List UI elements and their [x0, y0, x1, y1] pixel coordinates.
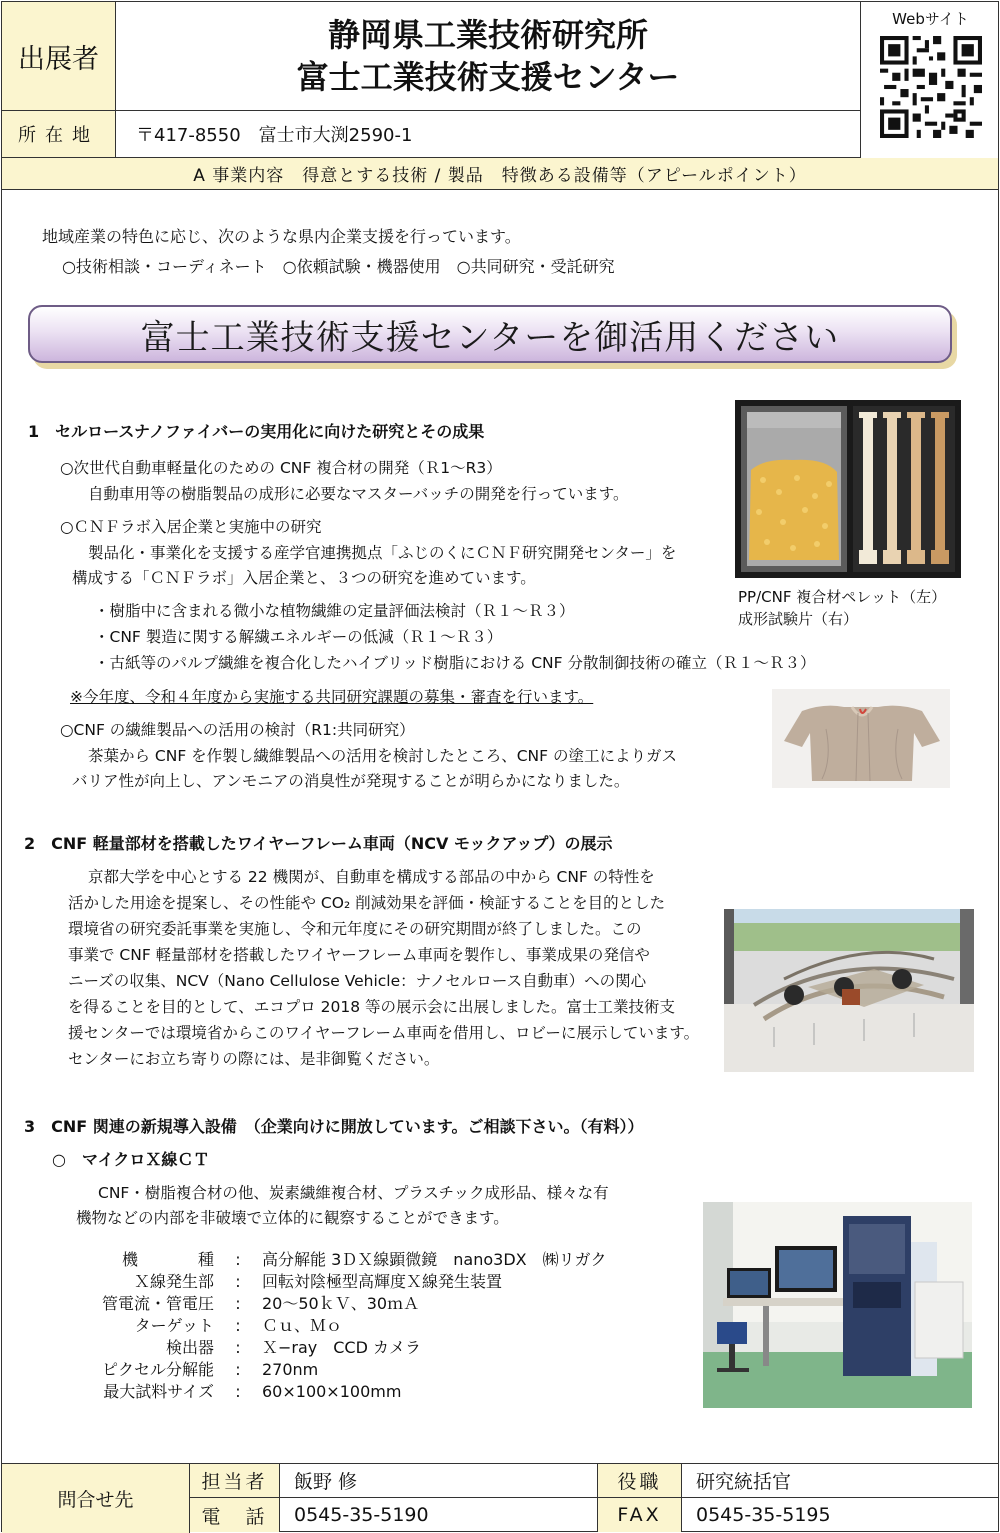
intro-line: 地域産業の特色に応じ、次のような県内企業支援を行っています。: [42, 227, 521, 246]
person-label: 担当者: [190, 1464, 280, 1498]
promo-banner: 富士工業技術支援センターを御活用ください: [28, 305, 952, 363]
spec-colon: :: [235, 1294, 241, 1313]
s1-item3-body2: バリア性が向上し、アンモニアの消臭性が発現することが明らかになりました。: [72, 772, 630, 790]
position-value: 研究統括官: [682, 1464, 998, 1498]
s1-note: ※今年度、令和４年度から実施する共同研究課題の募集・審査を行います。: [70, 688, 594, 706]
spec-key: 機種: [122, 1250, 214, 1269]
website-label: Webサイト: [892, 10, 969, 28]
s1-item3-body1: 茶葉から CNF を作製し繊維製品への活用を検討したところ、CNF の塗工によりガス: [88, 747, 677, 765]
spec-colon: :: [235, 1382, 241, 1401]
wireframe-vehicle-photo: [724, 909, 974, 1072]
contact-label: 問合せ先: [2, 1464, 190, 1533]
fax-label: FAX: [598, 1498, 682, 1532]
tel-label: 電 話: [190, 1498, 280, 1532]
section-a-heading: A 事業内容 得意とする技術 / 製品 特徴ある設備等（アピールポイント）: [2, 158, 998, 190]
spec-value: 20～50ｋＶ、30ｍＡ: [262, 1294, 420, 1313]
spec-key: Ｘ線発生部: [133, 1272, 214, 1291]
s1-item2-body1: 製品化・事業化を支援する産学官連携拠点「ふじのくにＣＮＦ研究開発センター」を: [88, 544, 677, 562]
organization-title: [116, 2, 860, 111]
qr-code-icon[interactable]: [880, 36, 982, 138]
section2-heading: 2 CNF 軽量部材を搭載したワイヤーフレーム車両（NCV モックアップ）の展示: [24, 834, 613, 853]
s2-line: ニーズの収集、NCV（Nano Cellulose Vehicle：ナノセルロース自動車）への関心: [68, 972, 647, 990]
spec-colon: :: [235, 1272, 241, 1291]
spec-value: 270nm: [262, 1360, 319, 1379]
spec-key: 検出器: [165, 1338, 214, 1357]
org-name-line1: 静岡県工業技術研究所: [327, 16, 648, 54]
person-value: 飯野 修: [280, 1464, 598, 1498]
s2-line: を得ることを目的として、エコプロ 2018 等の展示会に出展しました。富士工業技術支: [68, 998, 675, 1016]
spec-row: [82, 1359, 606, 1381]
spec-colon: :: [235, 1360, 241, 1379]
spec-value: 回転対陰極型高輝度Ｘ線発生装置: [262, 1272, 503, 1291]
tel-value[interactable]: 0545-35-5190: [280, 1498, 598, 1532]
intro-services: ○技術相談・コーディネート ○依頼試験・機器使用 ○共同研究・受託研究: [62, 257, 615, 276]
s1-bullet2: ・CNF 製造に関する解繊エネルギーの低減（Ｒ１～Ｒ３）: [94, 628, 503, 646]
s1-item1-title: ○次世代自動車軽量化のための CNF 複合材の開発（Ｒ1～R3）: [60, 459, 502, 477]
exhibitor-sheet: [1, 1, 999, 1532]
s1-item1-body: 自動車用等の樹脂製品の成形に必要なマスターバッチの開発を行っています。: [88, 485, 629, 503]
s2-line: 環境省の研究委託事業を実施し、令和元年度にその研究期間が終了しました。この: [68, 920, 642, 938]
s2-line: 援センターでは環境省からこのワイヤーフレーム車両を借用し、ロビーに展示しています。: [68, 1024, 700, 1042]
s2-line: 京都大学を中心とする 22 機関が、自動車を構成する部品の中から CNF の特性を: [88, 868, 655, 886]
pellet-specimen-photo: [735, 400, 961, 578]
spec-row: [82, 1381, 606, 1403]
section1-heading: 1 セルロースナノファイバーの実用化に向けた研究とその成果: [28, 422, 485, 441]
spec-key: ピクセル分解能: [101, 1360, 214, 1379]
intro-block: [42, 222, 615, 282]
xray-ct-spec-table: [82, 1249, 606, 1403]
s3-body1: CNF・樹脂複合材の他、炭素繊維複合材、プラスチック成形品、様々な有: [98, 1184, 609, 1202]
spec-row: [82, 1293, 606, 1315]
s1-item2-title: ○ＣＮＦラボ入居企業と実施中の研究: [60, 518, 322, 536]
spec-row: [82, 1315, 606, 1337]
website-block: [860, 2, 1000, 158]
s2-line: 事業で CNF 軽量部材を搭載したワイヤーフレーム車両を製作し、事業成果の発信や: [68, 946, 650, 964]
s1-item2-body2: 構成する「ＣＮＦラボ」入居企業と、３つの研究を進めています。: [72, 569, 536, 587]
org-name-line2: 富士工業技術支援センター: [296, 58, 680, 96]
section3-heading: 3 CNF 関連の新規導入設備 （企業向けに開放しています。ご相談下さい。（有料））: [24, 1117, 644, 1136]
xray-ct-equipment-photo: [703, 1202, 972, 1408]
address-label: 所在地: [2, 111, 116, 158]
spec-row: [82, 1249, 606, 1271]
spec-row: [82, 1271, 606, 1293]
spec-key: 管電流・管電圧: [101, 1294, 214, 1313]
spec-row: [82, 1337, 606, 1359]
address-value: 〒417-8550 富士市大渕2590-1: [116, 111, 860, 158]
spec-colon: :: [235, 1316, 241, 1335]
spec-value: 高分解能 3ＤＸ線顕微鏡 nano3DX ㈱リガク: [262, 1250, 607, 1269]
s3-subheading: ○ マイクロＸ線ＣＴ: [52, 1150, 210, 1169]
s1-bullet3: ・古紙等のパルプ繊維を複合化したハイブリッド樹脂における CNF 分散制御技術の確立（Ｒ１～Ｒ３）: [94, 654, 816, 672]
position-label: 役職: [598, 1464, 682, 1498]
s2-line: センターにお立ち寄りの際には、是非御覧ください。: [68, 1050, 440, 1068]
s1-bullet1: ・樹脂中に含まれる微小な植物繊維の定量評価法検討（Ｒ１～Ｒ３）: [94, 602, 575, 620]
photo1-caption-left: PP/CNF 複合材ペレット（左）: [738, 588, 947, 606]
spec-value: Ｘ−ray CCD カメラ: [262, 1338, 422, 1357]
s3-body2: 機物などの内部を非破壊で立体的に観察することができます。: [76, 1209, 509, 1227]
spec-key: 最大試料サイズ: [103, 1382, 214, 1401]
photo1-caption-right: 成形試験片（右）: [738, 610, 859, 628]
exhibitor-label: 出展者: [2, 2, 116, 111]
s1-item3-title: ○CNF の繊維製品への活用の検討（R1:共同研究）: [60, 721, 415, 739]
spec-colon: :: [235, 1338, 241, 1357]
s2-line: 活かした用途を提案し、その性能や CO₂ 削減効果を評価・検証することを目的とした: [68, 894, 666, 912]
contact-table: [2, 1463, 998, 1532]
spec-colon: :: [235, 1250, 241, 1269]
spec-value: 60×100×100mm: [262, 1382, 402, 1401]
spec-value: Ｃｕ、Ｍｏ: [262, 1316, 343, 1335]
garment-photo: [772, 689, 950, 788]
fax-value: 0545-35-5195: [696, 1504, 831, 1526]
spec-key: ターゲット: [134, 1316, 214, 1335]
